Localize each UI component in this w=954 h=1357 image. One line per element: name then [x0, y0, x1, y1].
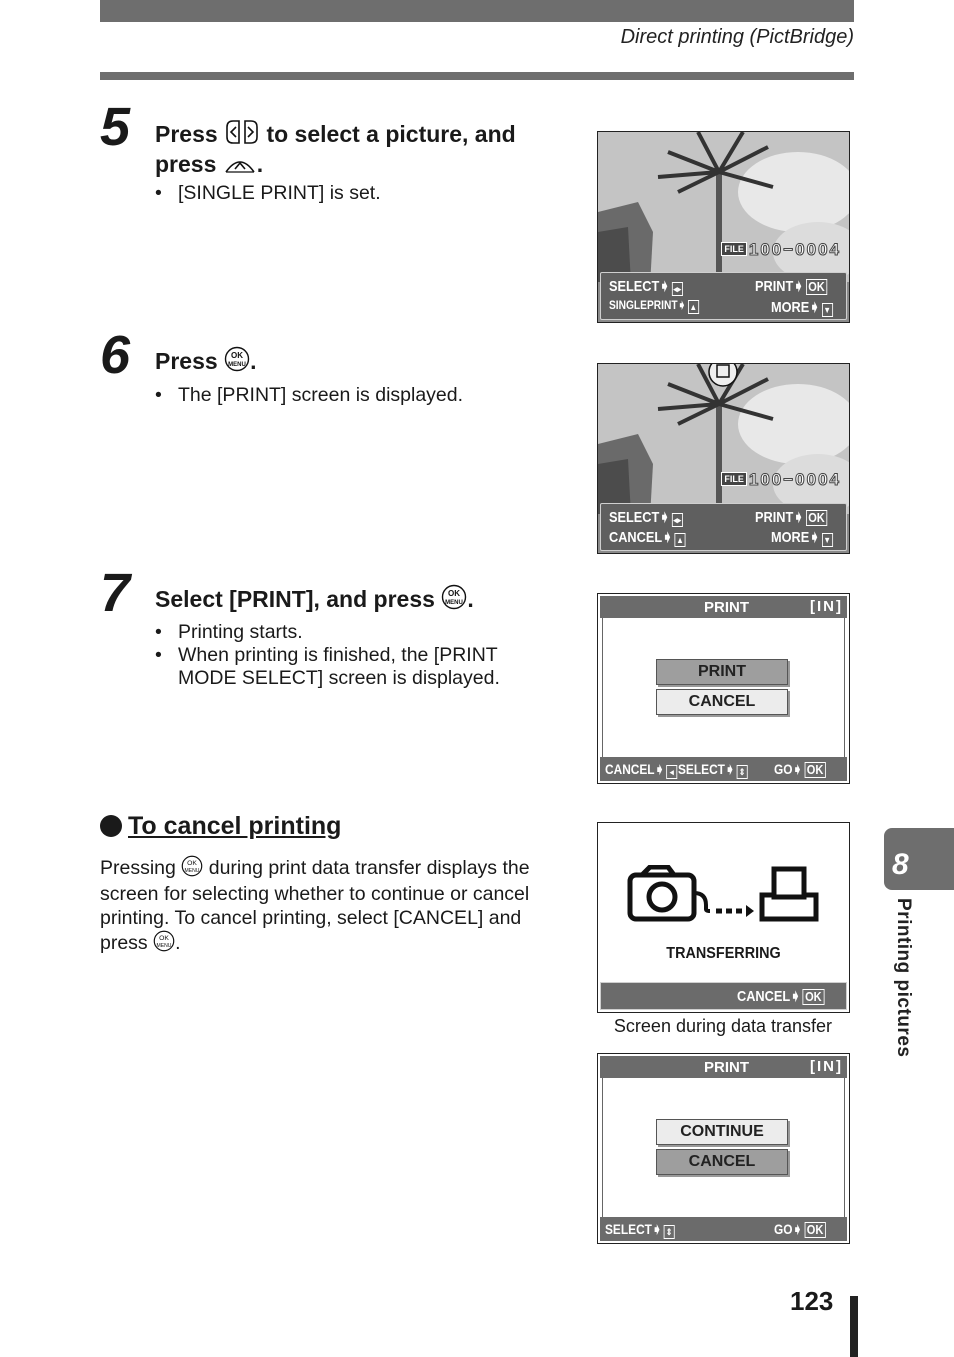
ok-key-icon: OK: [806, 510, 828, 526]
file-number: FILE 100−0004: [721, 240, 841, 260]
cancel-option[interactable]: CANCEL: [656, 1149, 788, 1175]
continue-cancel-screen: [597, 1053, 850, 1244]
step-number: 7: [100, 563, 131, 623]
ok-key-icon: OK: [806, 279, 828, 295]
bullet-circle-icon: [100, 815, 122, 837]
print-menu-screen: [597, 593, 850, 784]
section-body: Pressing OK MENU during print data transfer displays the screen for selecting whether to continue or cancel printing. To cancel printing, select [CANCEL] and press OK MENU .: [100, 855, 540, 958]
osd-singleprint-label: SINGLEPRINT: [609, 298, 678, 312]
internal-memory-icon: [IN]: [810, 598, 843, 615]
up-down-key-icon: ⇕: [664, 1225, 675, 1239]
figure-caption: Screen during data transfer: [613, 1016, 833, 1036]
osd-select-label: SELECT: [609, 278, 660, 295]
step-text: Select [PRINT], and press: [155, 586, 435, 612]
bullet-item: • When printing is finished, the [PRINT MODE SELECT] screen is displayed.: [155, 644, 500, 689]
menu-title: PRINT: [704, 1059, 749, 1076]
cancel-option[interactable]: CANCEL: [656, 689, 788, 715]
up-key-icon: ▲: [676, 535, 684, 545]
footer-cancel-label: CANCEL: [737, 988, 791, 1005]
internal-memory-icon: [IN]: [810, 1058, 843, 1075]
osd-print-label: PRINT: [755, 509, 794, 526]
svg-text:OK: OK: [448, 589, 461, 598]
top-bar: [100, 0, 854, 22]
svg-text:OK: OK: [187, 860, 198, 868]
step-number: 6: [100, 325, 131, 385]
down-key-icon: ▼: [823, 305, 831, 315]
header-rule: [100, 72, 854, 80]
svg-text:OK: OK: [159, 935, 169, 943]
step-instruction: [155, 346, 256, 378]
footer-go-label: GO: [774, 1221, 793, 1237]
footer-select-label: SELECT: [678, 761, 725, 777]
camera-to-printer-icon: [626, 865, 822, 925]
ok-key-icon: OK: [803, 989, 825, 1005]
ok-menu-button-icon: [153, 930, 175, 958]
svg-text:OK: OK: [231, 351, 244, 360]
footer-select-label: SELECT: [605, 1221, 652, 1237]
continue-option[interactable]: CONTINUE: [656, 1119, 788, 1145]
osd-bar: SELECT➧ ◂▸ CANCEL➧ ▲ PRINT➧ OK MORE➧ ▼: [600, 503, 847, 551]
osd-cancel-label: CANCEL: [609, 529, 663, 546]
menu-title: PRINT: [704, 599, 749, 616]
footer-go-label: GO: [774, 761, 793, 777]
osd-more-label: MORE: [771, 299, 810, 316]
transferring-label: TRANSFERRING: [666, 945, 781, 962]
bullet-item: • The [PRINT] screen is displayed.: [155, 384, 464, 406]
chapter-number: 8: [892, 848, 909, 881]
step-instruction: [155, 584, 474, 616]
down-key-icon: ▼: [823, 535, 831, 545]
bullet-item: • [SINGLE PRINT] is set.: [155, 182, 381, 204]
step-text: Press: [155, 121, 218, 147]
running-header: Direct printing (PictBridge): [620, 26, 854, 48]
left-key-icon: ◂: [666, 765, 677, 779]
camera-screen-step6: [597, 363, 850, 554]
osd-select-label: SELECT: [609, 509, 660, 526]
step-instruction: [155, 119, 516, 181]
osd-bar: SELECT➧ ◂▸ SINGLEPRINT➧ ▲ PRINT➧ OK MORE➧ ▼: [600, 272, 847, 320]
ok-menu-button-icon: [441, 584, 467, 616]
ok-key-icon: OK: [804, 1222, 826, 1238]
svg-text:MENU: MENU: [184, 867, 200, 874]
menu-header: [600, 596, 847, 618]
svg-text:MENU: MENU: [156, 942, 172, 949]
camera-screen-step5: [597, 131, 850, 323]
footer-cancel-label: CANCEL: [605, 761, 655, 777]
step-text: press: [155, 151, 217, 177]
menu-footer: CANCEL➧ ◂ SELECT➧ ⇕ GO➧ OK: [600, 757, 847, 781]
osd-print-label: PRINT: [755, 278, 794, 295]
svg-text:MENU: MENU: [445, 600, 464, 606]
step-text: to select a picture, and: [266, 121, 516, 147]
up-down-key-icon: ⇕: [737, 765, 748, 779]
step-text: .: [467, 586, 474, 612]
step-text: Press: [155, 348, 218, 374]
svg-text:MENU: MENU: [228, 362, 246, 368]
chapter-title: Printing pictures: [893, 898, 914, 1058]
page-number-bar: [850, 1296, 858, 1357]
ok-key-icon: OK: [804, 762, 826, 778]
page-number: 123: [790, 1286, 834, 1316]
section-title: To cancel printing: [100, 812, 341, 841]
arrow-up-button-icon: [223, 154, 257, 181]
up-key-icon: ▲: [689, 302, 698, 312]
transfer-footer: CANCEL➧ OK: [600, 982, 847, 1010]
ok-menu-button-icon: [181, 855, 203, 883]
left-right-key-icon: ◂▸: [673, 515, 682, 525]
osd-more-label: MORE: [771, 529, 810, 546]
step-text: .: [256, 151, 264, 177]
step-number: 5: [100, 97, 131, 157]
file-number: FILE 100−0004: [721, 470, 841, 490]
left-right-key-icon: ◂▸: [673, 284, 682, 294]
ok-menu-button-icon: [224, 346, 250, 378]
transferring-screen: [597, 822, 850, 1013]
print-option[interactable]: PRINT: [656, 659, 788, 685]
bullet-item: • Printing starts.: [155, 621, 303, 643]
menu-footer: SELECT➧ ⇕ GO➧ OK: [600, 1217, 847, 1241]
step-text: .: [250, 348, 257, 374]
menu-header: [600, 1056, 847, 1078]
arrow-pad-left-right-icon: [224, 119, 260, 151]
